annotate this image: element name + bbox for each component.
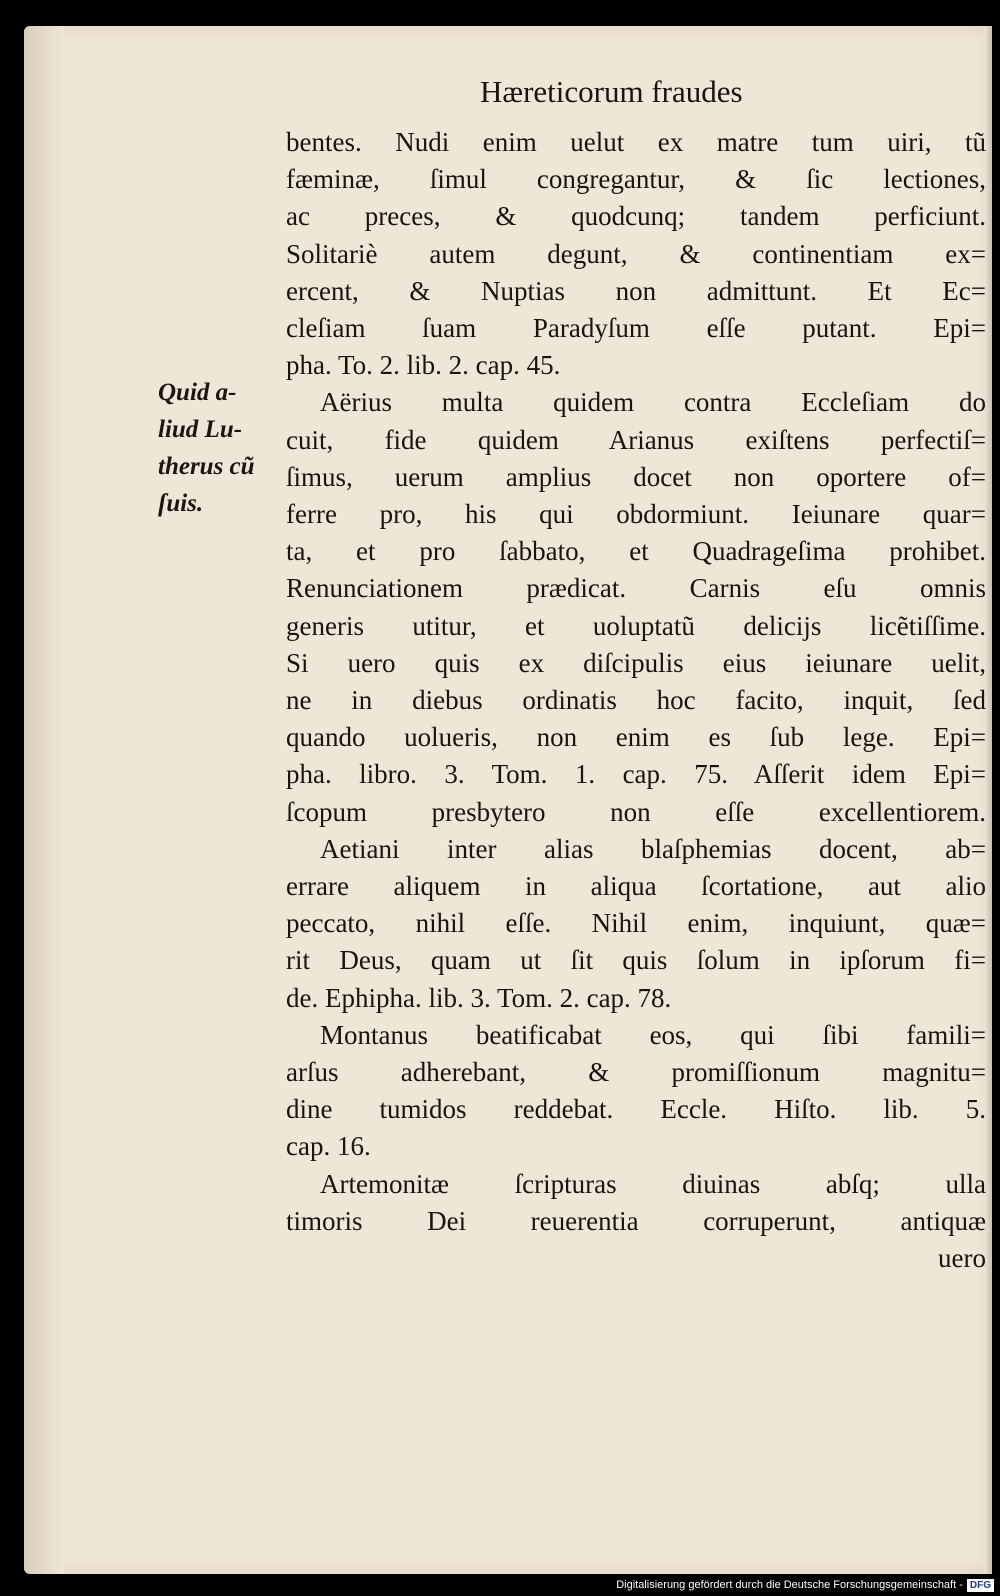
text-line: timoris Dei reuerentia corruperunt, antiquæ	[286, 1205, 986, 1236]
text-line: pha. libro. 3. Tom. 1. cap. 75. Aſſerit idem Epi=	[286, 759, 986, 790]
text-line: fæminæ, ſimul congregantur, & ſic lectiones,	[286, 164, 986, 195]
text-line: ferre pro, his qui obdormiunt. Ieiunare quar=	[286, 499, 986, 530]
text-line: peccato, nihil eſſe. Nihil enim, inquiunt, quæ=	[286, 908, 986, 939]
marginal-note-line: liud Lu-	[158, 416, 243, 443]
text-line: Solitariè autem degunt, & continentiam ex=	[286, 238, 986, 269]
footer-credit: Digitalisierung gefördert durch die Deutsche Forschungsgemeinschaft -	[616, 1579, 963, 1591]
marginal-note	[158, 374, 288, 522]
book-page	[24, 26, 992, 1574]
body-text	[286, 124, 986, 1277]
text-line: Aërius multa quidem contra Eccleſiam do	[320, 387, 986, 418]
text-line: ſimus, uerum amplius docet non oportere of=	[286, 461, 986, 492]
page-gutter-shadow	[24, 26, 64, 1574]
text-line: de. Ephipha. lib. 3. Tom. 2. cap. 78.	[286, 982, 672, 1013]
text-line: generis utitur, et uoluptatũ delicijs licẽtiſſime.	[286, 610, 986, 641]
text-line: errare aliquem in aliqua ſcortatione, aut alio	[286, 871, 986, 902]
text-line: ercent, & Nuptias non admittunt. Et Ec=	[286, 275, 986, 306]
running-head: Hæreticorum fraudes	[480, 74, 743, 109]
text-line: cuit, fide quidem Arianus exiſtens perfectiſ=	[286, 424, 986, 455]
dfg-logo: DFG	[967, 1579, 994, 1592]
marginal-note-line: ſuis.	[158, 490, 204, 517]
text-line: Aetiani inter alias blaſphemias docent, ab=	[320, 833, 986, 864]
text-line: quando uolueris, non enim es ſub lege. Epi=	[286, 722, 986, 753]
text-line: ſcopum presbytero non eſſe excellentiorem.	[286, 796, 986, 827]
text-line: dine tumidos reddebat. Eccle. Hiſto. lib. 5.	[286, 1094, 986, 1125]
text-line: cleſiam ſuam Paradyſum eſſe putant. Epi=	[286, 313, 986, 344]
text-line: Renunciationem prædicat. Carnis eſu omnis	[286, 573, 986, 604]
text-line: arſus adherebant, & promiſſionum magnitu=	[286, 1057, 986, 1088]
text-line: Artemonitæ ſcripturas diuinas abſq; ulla	[320, 1168, 986, 1199]
text-line: ac preces, & quodcunq; tandem perficiunt.	[286, 201, 986, 232]
text-line: uero	[938, 1243, 986, 1274]
text-line: Montanus beatificabat eos, qui ſibi famili=	[320, 1019, 986, 1050]
text-line: Si uero quis ex diſcipulis eius ieiunare uelit,	[286, 647, 986, 678]
text-line: ne in diebus ordinatis hoc facito, inquit, ſed	[286, 685, 986, 716]
digitization-footer	[394, 1574, 994, 1596]
marginal-note-line: Quid a-	[158, 379, 237, 406]
text-line: cap. 16.	[286, 1131, 371, 1162]
text-line: rit Deus, quam ut ſit quis ſolum in ipſorum fi=	[286, 945, 986, 976]
text-line: ta, et pro ſabbato, et Quadrageſima prohibet.	[286, 536, 986, 567]
marginal-note-line: therus cũ	[158, 453, 255, 480]
text-line: bentes. Nudi enim uelut ex matre tum uiri, tũ	[286, 127, 986, 157]
text-line: pha. To. 2. lib. 2. cap. 45.	[286, 350, 561, 381]
